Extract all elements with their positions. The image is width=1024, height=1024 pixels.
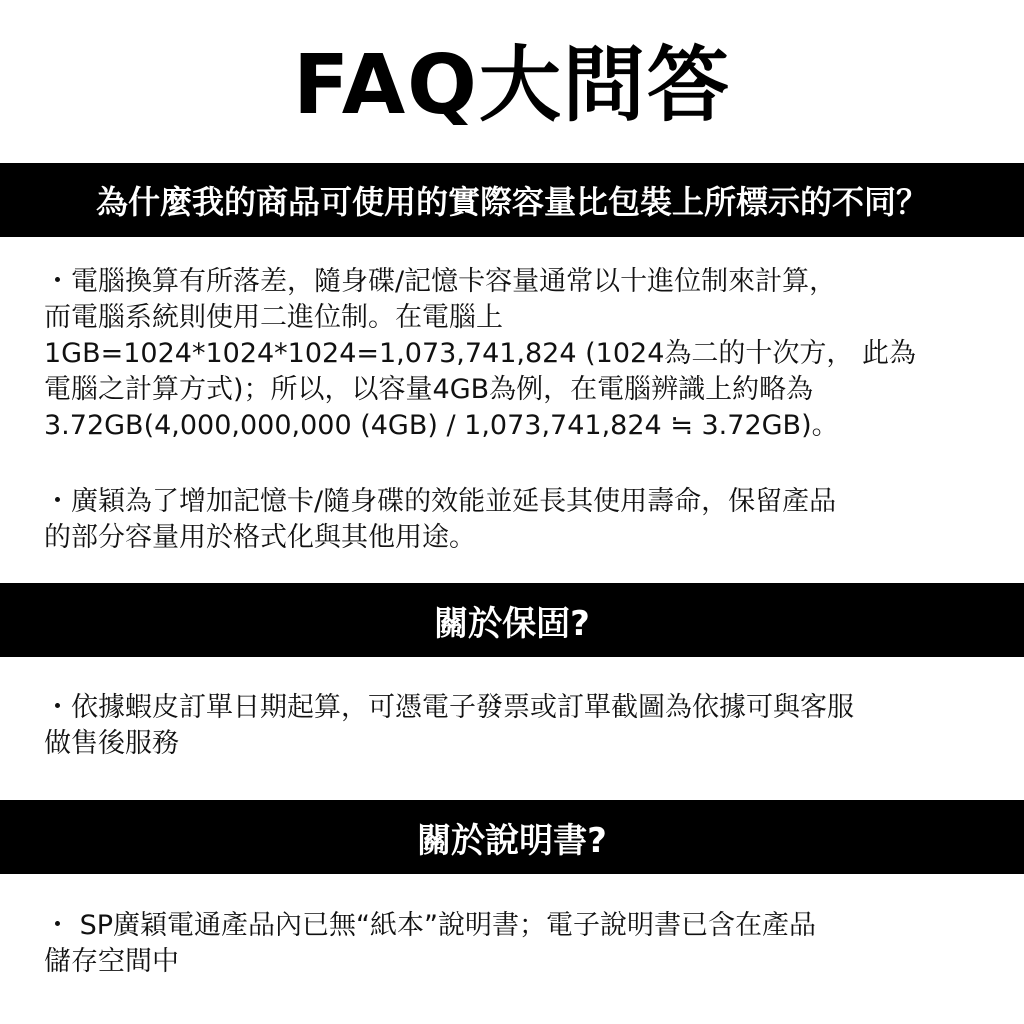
answer-capacity-conversion: [44, 264, 1004, 444]
question-text: 關於保固?: [434, 603, 590, 644]
answer-warranty: [44, 690, 1004, 762]
answer-line: 3.72GB(4,000,000,000 (4GB) / 1,073,741,824 ≒ 3.72GB)。: [44, 410, 839, 441]
answer-line: ・ SP廣穎電通產品內已無“紙本”說明書；電子說明書已含在產品: [44, 910, 816, 941]
answer-line: 1GB=1024*1024*1024=1,073,741,824 (1024為二的十次方， 此為: [44, 338, 916, 369]
question-bar-manual: [0, 800, 1024, 874]
page-title: FAQ大問答: [293, 38, 731, 133]
answer-line: ・電腦換算有所落差，隨身碟/記憶卡容量通常以十進位制來計算，: [44, 266, 837, 297]
answer-line: 的部分容量用於格式化與其他用途。: [44, 522, 476, 553]
question-text: 關於說明書?: [417, 820, 607, 861]
answer-manual: [44, 908, 1004, 980]
answer-reserved-capacity: [44, 484, 1004, 556]
answer-line: 儲存空間中: [44, 946, 179, 977]
answer-line: 電腦之計算方式)；所以，以容量4GB為例，在電腦辨識上約略為: [44, 374, 814, 405]
answer-line: 做售後服務: [44, 728, 179, 759]
question-bar-warranty: [0, 583, 1024, 657]
question-bar-capacity: [0, 163, 1024, 237]
answer-line: 而電腦系統則使用二進位制。在電腦上: [44, 302, 503, 333]
answer-line: ・廣穎為了增加記憶卡/隨身碟的效能並延長其使用壽命，保留產品: [44, 486, 837, 517]
answer-line: ・依據蝦皮訂單日期起算，可憑電子發票或訂單截圖為依據可與客服: [44, 692, 854, 723]
question-text: 為什麼我的商品可使用的實際容量比包裝上所標示的不同？: [95, 183, 928, 221]
